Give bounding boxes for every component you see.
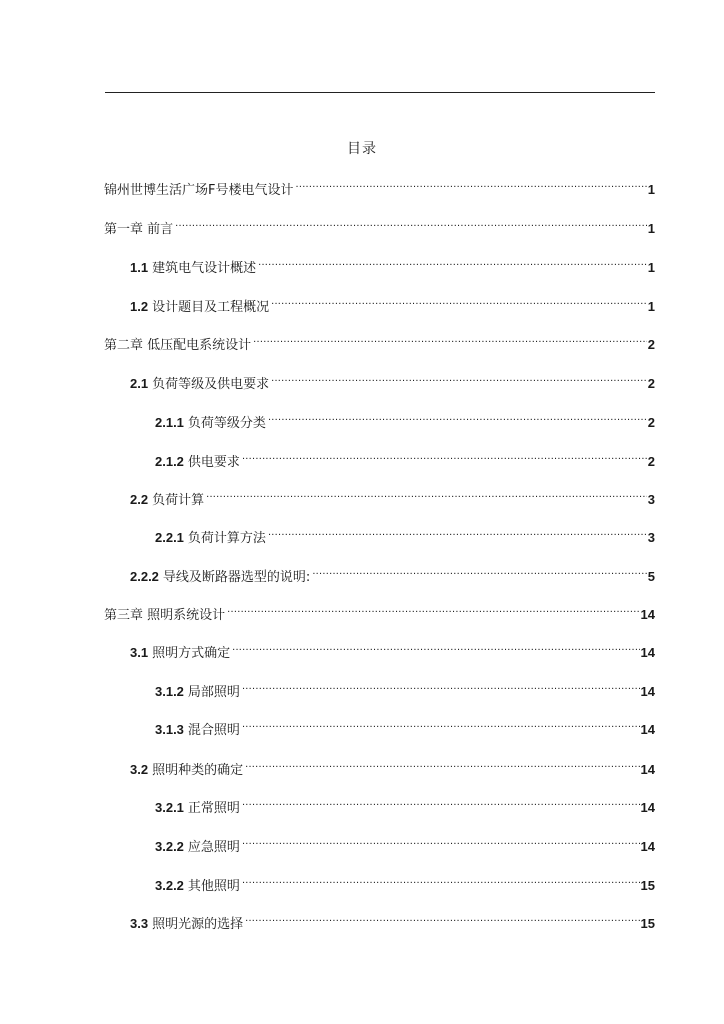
toc-entry[interactable]: [155, 792, 655, 816]
toc-dot-leader: [242, 831, 640, 851]
toc-entry-page: 2: [647, 337, 655, 352]
toc-entry-number: 2.1.2: [155, 454, 184, 469]
toc-entry-number: 3.2.2: [155, 839, 184, 854]
toc-entry[interactable]: [155, 831, 655, 855]
header-rule: [105, 92, 655, 93]
toc-entry-page: 14: [640, 762, 655, 777]
toc-entry-number: 2.1.1: [155, 415, 184, 430]
toc-entry[interactable]: [155, 407, 655, 431]
toc-dot-leader: [242, 870, 640, 890]
toc-entry-text: 照明光源的选择: [152, 917, 244, 932]
toc-entry-page: 14: [640, 645, 655, 660]
toc-entry-page: 5: [647, 569, 655, 584]
toc-entry-page: 15: [640, 916, 655, 931]
toc-entry-text: 照明方式确定: [152, 646, 231, 661]
toc-entry-page: 1: [647, 299, 655, 314]
toc-entry-text: 负荷计算: [152, 493, 205, 508]
toc-entry-text: 应急照明: [187, 840, 240, 855]
toc-entry-text: 照明种类的确定: [152, 763, 244, 778]
toc-dot-leader: [242, 792, 640, 812]
toc-entry-text: 供电要求: [187, 455, 240, 470]
toc-entry-number: 3.1.3: [155, 722, 184, 737]
toc-entry-text: 正常照明: [187, 801, 240, 816]
toc-entry-page: 2: [647, 454, 655, 469]
toc-entry-number: 3.2.2: [155, 878, 184, 893]
toc-dot-leader: [242, 714, 640, 734]
toc-entry-number: 2.2.1: [155, 530, 184, 545]
toc-entry-page: 14: [640, 684, 655, 699]
toc-dot-leader: [245, 908, 639, 928]
toc-entry[interactable]: [104, 213, 655, 237]
toc-dot-leader: [271, 291, 647, 311]
toc-entry-page: 15: [640, 878, 655, 893]
toc-entry-text: 第一章 前言: [104, 222, 174, 237]
toc-entry-page: 14: [640, 839, 655, 854]
toc-entry-text: 建筑电气设计概述: [152, 261, 257, 276]
toc-entry[interactable]: [130, 908, 655, 932]
toc-entry-page: 1: [647, 221, 655, 236]
toc-dot-leader: [268, 522, 647, 542]
toc-entry-number: 3.1.2: [155, 684, 184, 699]
toc-entry-page: 2: [647, 415, 655, 430]
toc-dot-leader: [175, 213, 647, 233]
toc-dot-leader: [268, 407, 647, 427]
toc-entry[interactable]: [155, 714, 655, 738]
toc-dot-leader: [258, 252, 647, 272]
toc-entry-number: 3.2.1: [155, 800, 184, 815]
toc-dot-leader: [253, 329, 647, 349]
toc-entry-page: 1: [647, 182, 655, 197]
toc-entry[interactable]: [155, 522, 655, 546]
toc-entry-text: 锦州世博生活广场F号楼电气设计: [104, 183, 294, 198]
toc-entry-text: 第三章 照明系统设计: [104, 608, 226, 623]
toc-entry[interactable]: [155, 676, 655, 700]
toc-entry[interactable]: [155, 446, 655, 470]
toc-entry-number: 3.2: [130, 762, 149, 777]
toc-entry[interactable]: [130, 252, 655, 276]
toc-entry-page: 14: [640, 722, 655, 737]
toc-entry[interactable]: [130, 637, 655, 661]
toc-dot-leader: [232, 637, 639, 657]
toc-entry-page: 14: [640, 800, 655, 815]
toc-entry-text: 设计题目及工程概况: [152, 300, 270, 315]
toc-entry[interactable]: [130, 291, 655, 315]
toc-entry-text: 其他照明: [187, 879, 240, 894]
toc-entry-page: 14: [640, 607, 655, 622]
toc-entry-page: 1: [647, 260, 655, 275]
toc-dot-leader: [271, 368, 647, 388]
toc-entry-page: 2: [647, 376, 655, 391]
toc-entry[interactable]: [155, 870, 655, 894]
toc-entry[interactable]: [130, 561, 655, 585]
toc-entry-number: 3.1: [130, 645, 149, 660]
toc-entry-text: 负荷计算方法: [187, 531, 266, 546]
toc-entry-text: 混合照明: [187, 723, 240, 738]
toc-dot-leader: [312, 561, 646, 581]
toc-entry[interactable]: [130, 368, 655, 392]
toc-entry-text: 第二章 低压配电系统设计: [104, 338, 252, 353]
toc-entry-number: 2.2: [130, 492, 149, 507]
toc-entry-text: 导线及断路器选型的说明:: [162, 570, 311, 585]
toc-entry[interactable]: [130, 484, 655, 508]
toc-entry[interactable]: [130, 754, 655, 778]
toc-dot-leader: [242, 676, 640, 696]
toc-entry[interactable]: [104, 174, 655, 198]
toc-entry-page: 3: [647, 530, 655, 545]
toc-entry-number: 1.1: [130, 260, 149, 275]
toc-entry-text: 负荷等级及供电要求: [152, 377, 270, 392]
toc-entry[interactable]: [104, 599, 655, 623]
toc-title: 目录: [347, 141, 377, 157]
toc-entry[interactable]: [104, 329, 655, 353]
toc-entry-text: 负荷等级分类: [187, 416, 266, 431]
toc-entry-number: 3.3: [130, 916, 149, 931]
toc-entry-page: 3: [647, 492, 655, 507]
toc-entry-number: 1.2: [130, 299, 149, 314]
toc-entry-text: 局部照明: [187, 685, 240, 700]
toc-dot-leader: [206, 484, 647, 504]
toc-dot-leader: [295, 174, 646, 194]
toc-entry-number: 2.2.2: [130, 569, 159, 584]
toc-dot-leader: [242, 446, 647, 466]
toc-entry-number: 2.1: [130, 376, 149, 391]
toc-dot-leader: [227, 599, 639, 619]
toc-dot-leader: [245, 754, 639, 774]
